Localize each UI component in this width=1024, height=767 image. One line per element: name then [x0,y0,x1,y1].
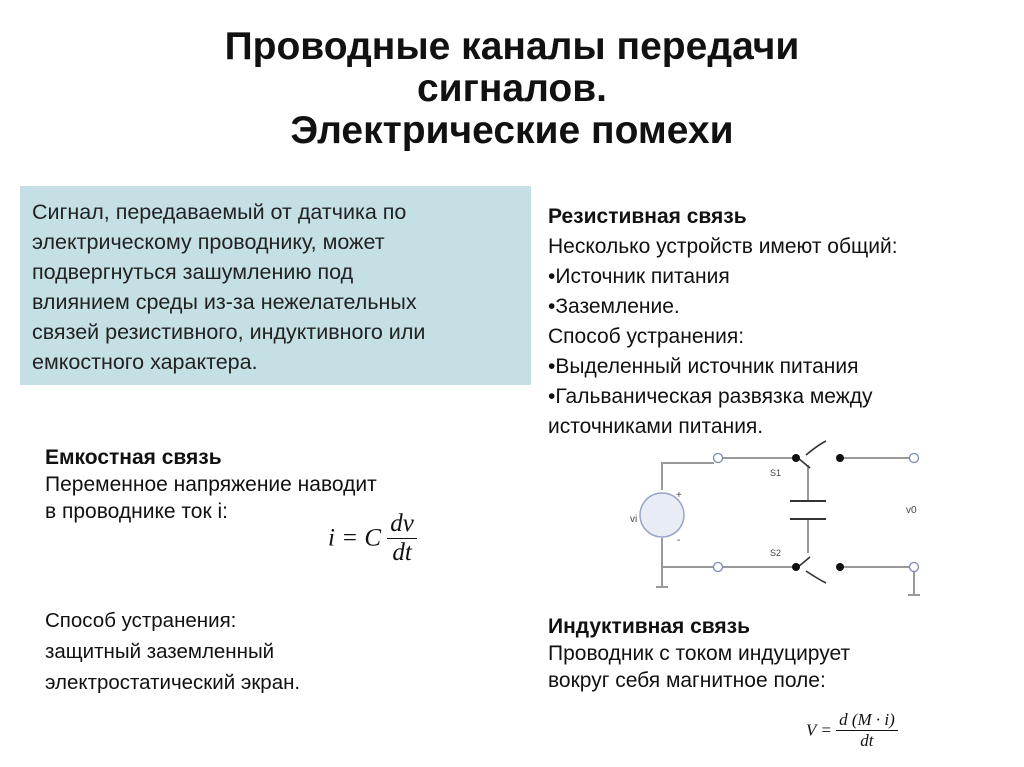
inductive-heading: Индуктивная связь [548,615,751,638]
resistive-section [548,202,898,442]
switch-s2-blade [798,557,810,567]
capacitive-formula [328,510,417,567]
intro-line: емкостного характера. [32,350,258,374]
intro-line: электрическому проводнику, может [32,230,385,254]
capacitive-section [45,444,377,525]
remedy-line: Способ устранения: [45,609,237,632]
intro-line: подвергнуться зашумлению под [32,260,354,284]
switch-s1-arrow [806,441,826,455]
coupling-circuit-diagram [630,435,930,610]
page-title [0,26,1024,152]
intro-line: связей резистивного, индуктивного или [32,320,426,344]
contact-node [792,563,800,571]
resistive-line: •Выделенный источник питания [548,355,859,378]
capacitive-line: в проводнике ток i: [45,500,228,523]
contact-node [836,563,844,571]
terminal-node [714,454,723,463]
resistive-line: •Источник питания [548,265,730,288]
capacitive-formula-numerator: dv [387,510,417,539]
inductive-formula-fraction [836,710,898,751]
capacitive-heading: Емкостная связь [45,446,222,469]
resistive-line: Способ устранения: [548,325,745,348]
intro-box [20,186,531,385]
inductive-formula-denominator: dt [860,731,874,750]
top-wire [662,463,714,490]
intro-line: влиянием среды из-за нежелательных [32,290,417,314]
inductive-formula-lhs: V = [806,720,832,740]
source-label: vi [630,514,638,525]
capacitive-formula-fraction [387,510,417,567]
inductive-formula-numerator: d (M · i) [836,710,898,731]
resistive-line: •Заземление. [548,295,680,318]
title-line-2: сигналов. [416,67,608,110]
inductive-line: вокруг себя магнитное поле: [548,669,826,692]
output-label: v0 [906,505,917,516]
source-minus: - [677,535,681,546]
resistive-line: источниками питания. [548,415,764,438]
inductive-section [548,613,850,694]
capacitive-formula-lhs: i = C [328,524,381,552]
contact-node [792,454,800,462]
terminal-node [910,454,919,463]
capacitive-remedy [45,605,300,698]
terminal-node [714,563,723,572]
resistive-line: Несколько устройств имеют общий: [548,235,898,258]
remedy-line: электростатический экран. [45,671,301,694]
resistive-line: •Гальваническая развязка между [548,385,873,408]
switch-s1-blade [798,458,810,468]
contact-node [836,454,844,462]
source-plus: + [676,490,682,501]
title-line-3: Электрические помехи [290,109,734,152]
capacitive-line: Переменное напряжение наводит [45,473,377,496]
inductive-formula [806,710,898,751]
switch-s1-label: S1 [770,468,782,478]
switch-s2-arrow [806,571,826,583]
remedy-line: защитный заземленный [45,640,275,663]
switch-s2-label: S2 [770,548,782,558]
intro-line: Сигнал, передаваемый от датчика по [32,200,407,224]
capacitive-formula-denominator: dt [392,539,412,566]
terminal-node [910,563,919,572]
inductive-line: Проводник с током индуцирует [548,642,851,665]
resistive-heading: Резистивная связь [548,205,747,228]
title-line-1: Проводные каналы передачи [224,25,800,68]
